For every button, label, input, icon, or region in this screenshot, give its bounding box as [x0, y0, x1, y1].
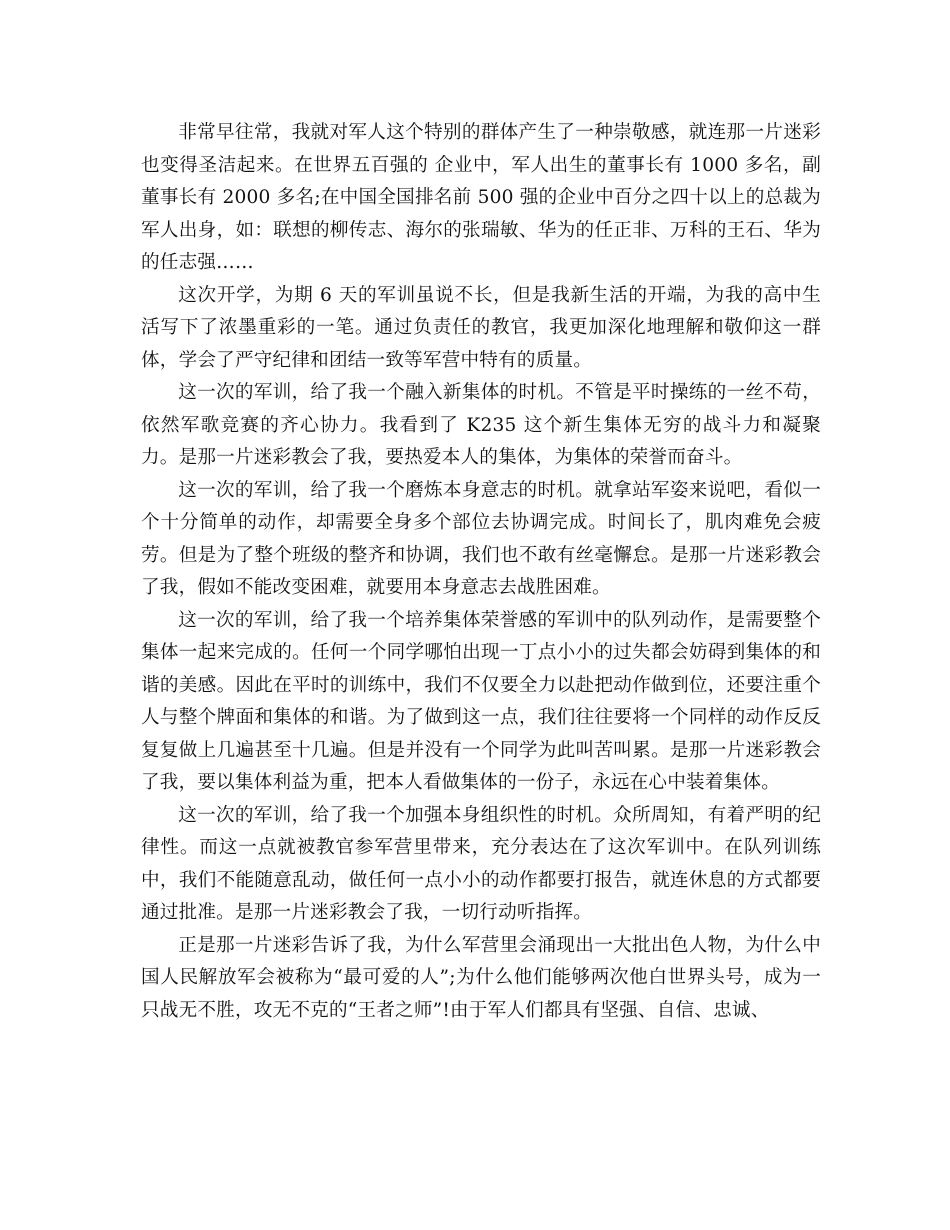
paragraph-3: 这一次的军训，给了我一个融入新集体的时机。不管是平时操练的一丝不苟，依然军歌竞赛的齐心协力。我看到了 K235 这个新生集体无穷的战斗力和凝聚力。是那一片迷彩教会了我，要热爱本人的集体，为集体的荣誉而奋斗。	[141, 382, 821, 468]
paragraph-2: 这次开学，为期 6 天的军训虽说不长，但是我新生活的开端，为我的高中生活写下了浓墨重彩的一笔。通过负责任的教官，我更加深化地理解和敬仰这一群体，学会了严守纪律和团结一致等军营中特有的质量。	[141, 284, 821, 371]
paragraph-5: 这一次的军训，给了我一个培养集体荣誉感的军训中的队列动作，是需要整个集体一起来完成的。任何一个同学哪怕出现一丁点小小的过失都会妨碍到集体的和谐的美感。因此在平时的训练中，我们不仅要全力以赴把动作做到位，还要注重个人与整个牌面和集体的和谐。为了做到这一点，我们往往要将一个同样的动作反反复复做上几遍甚至十几遍。但是并没有一个同学为此叫苦叫累。是那一片迷彩教会了我，要以集体利益为重，把本人看做集体的一份子，永远在心中装着集体。	[141, 609, 821, 793]
document-body	[141, 117, 821, 1027]
paragraph-6: 这一次的军训，给了我一个加强本身组织性的时机。众所周知，有着严明的纪律性。而这一点就被教官参军营里带来，充分表达在了这次军训中。在队列训练中，我们不能随意乱动，做任何一点小小的动作都要打报告，就连休息的方式都要通过批准。是那一片迷彩教会了我，一切行动听指挥。	[141, 804, 821, 923]
paragraph-7: 正是那一片迷彩告诉了我，为什么军营里会涌现出一大批出色人物，为什么中国人民解放军会被称为“最可爱的人”;为什么他们能够两次他白世界头号，成为一只战无不胜，攻无不克的“王者之师”!由于军人们都具有坚强、自信、忠诚、	[141, 934, 821, 1021]
paragraph-1: 非常早往常，我就对军人这个特别的群体产生了一种崇敬感，就连那一片迷彩也变得圣洁起来。在世界五百强的 企业中，军人出生的董事长有 1000 多名，副董事长有 2000 多名;在中国全国排名前 500 强的企业中百分之四十以上的总裁为军人出身，如：联想的柳传志、海尔的张瑞敏、华为的任正非、万科的王石、华为的任志强……	[141, 122, 821, 273]
paragraph-4: 这一次的军训，给了我一个磨炼本身意志的时机。就拿站军姿来说吧，看似一个十分简单的动作，却需要全身多个部位去协调完成。时间长了，肌肉难免会疲劳。但是为了整个班级的整齐和协调，我们也不敢有丝毫懈怠。是那一片迷彩教会了我，假如不能改变困难，就要用本身意志去战胜困难。	[141, 479, 821, 598]
